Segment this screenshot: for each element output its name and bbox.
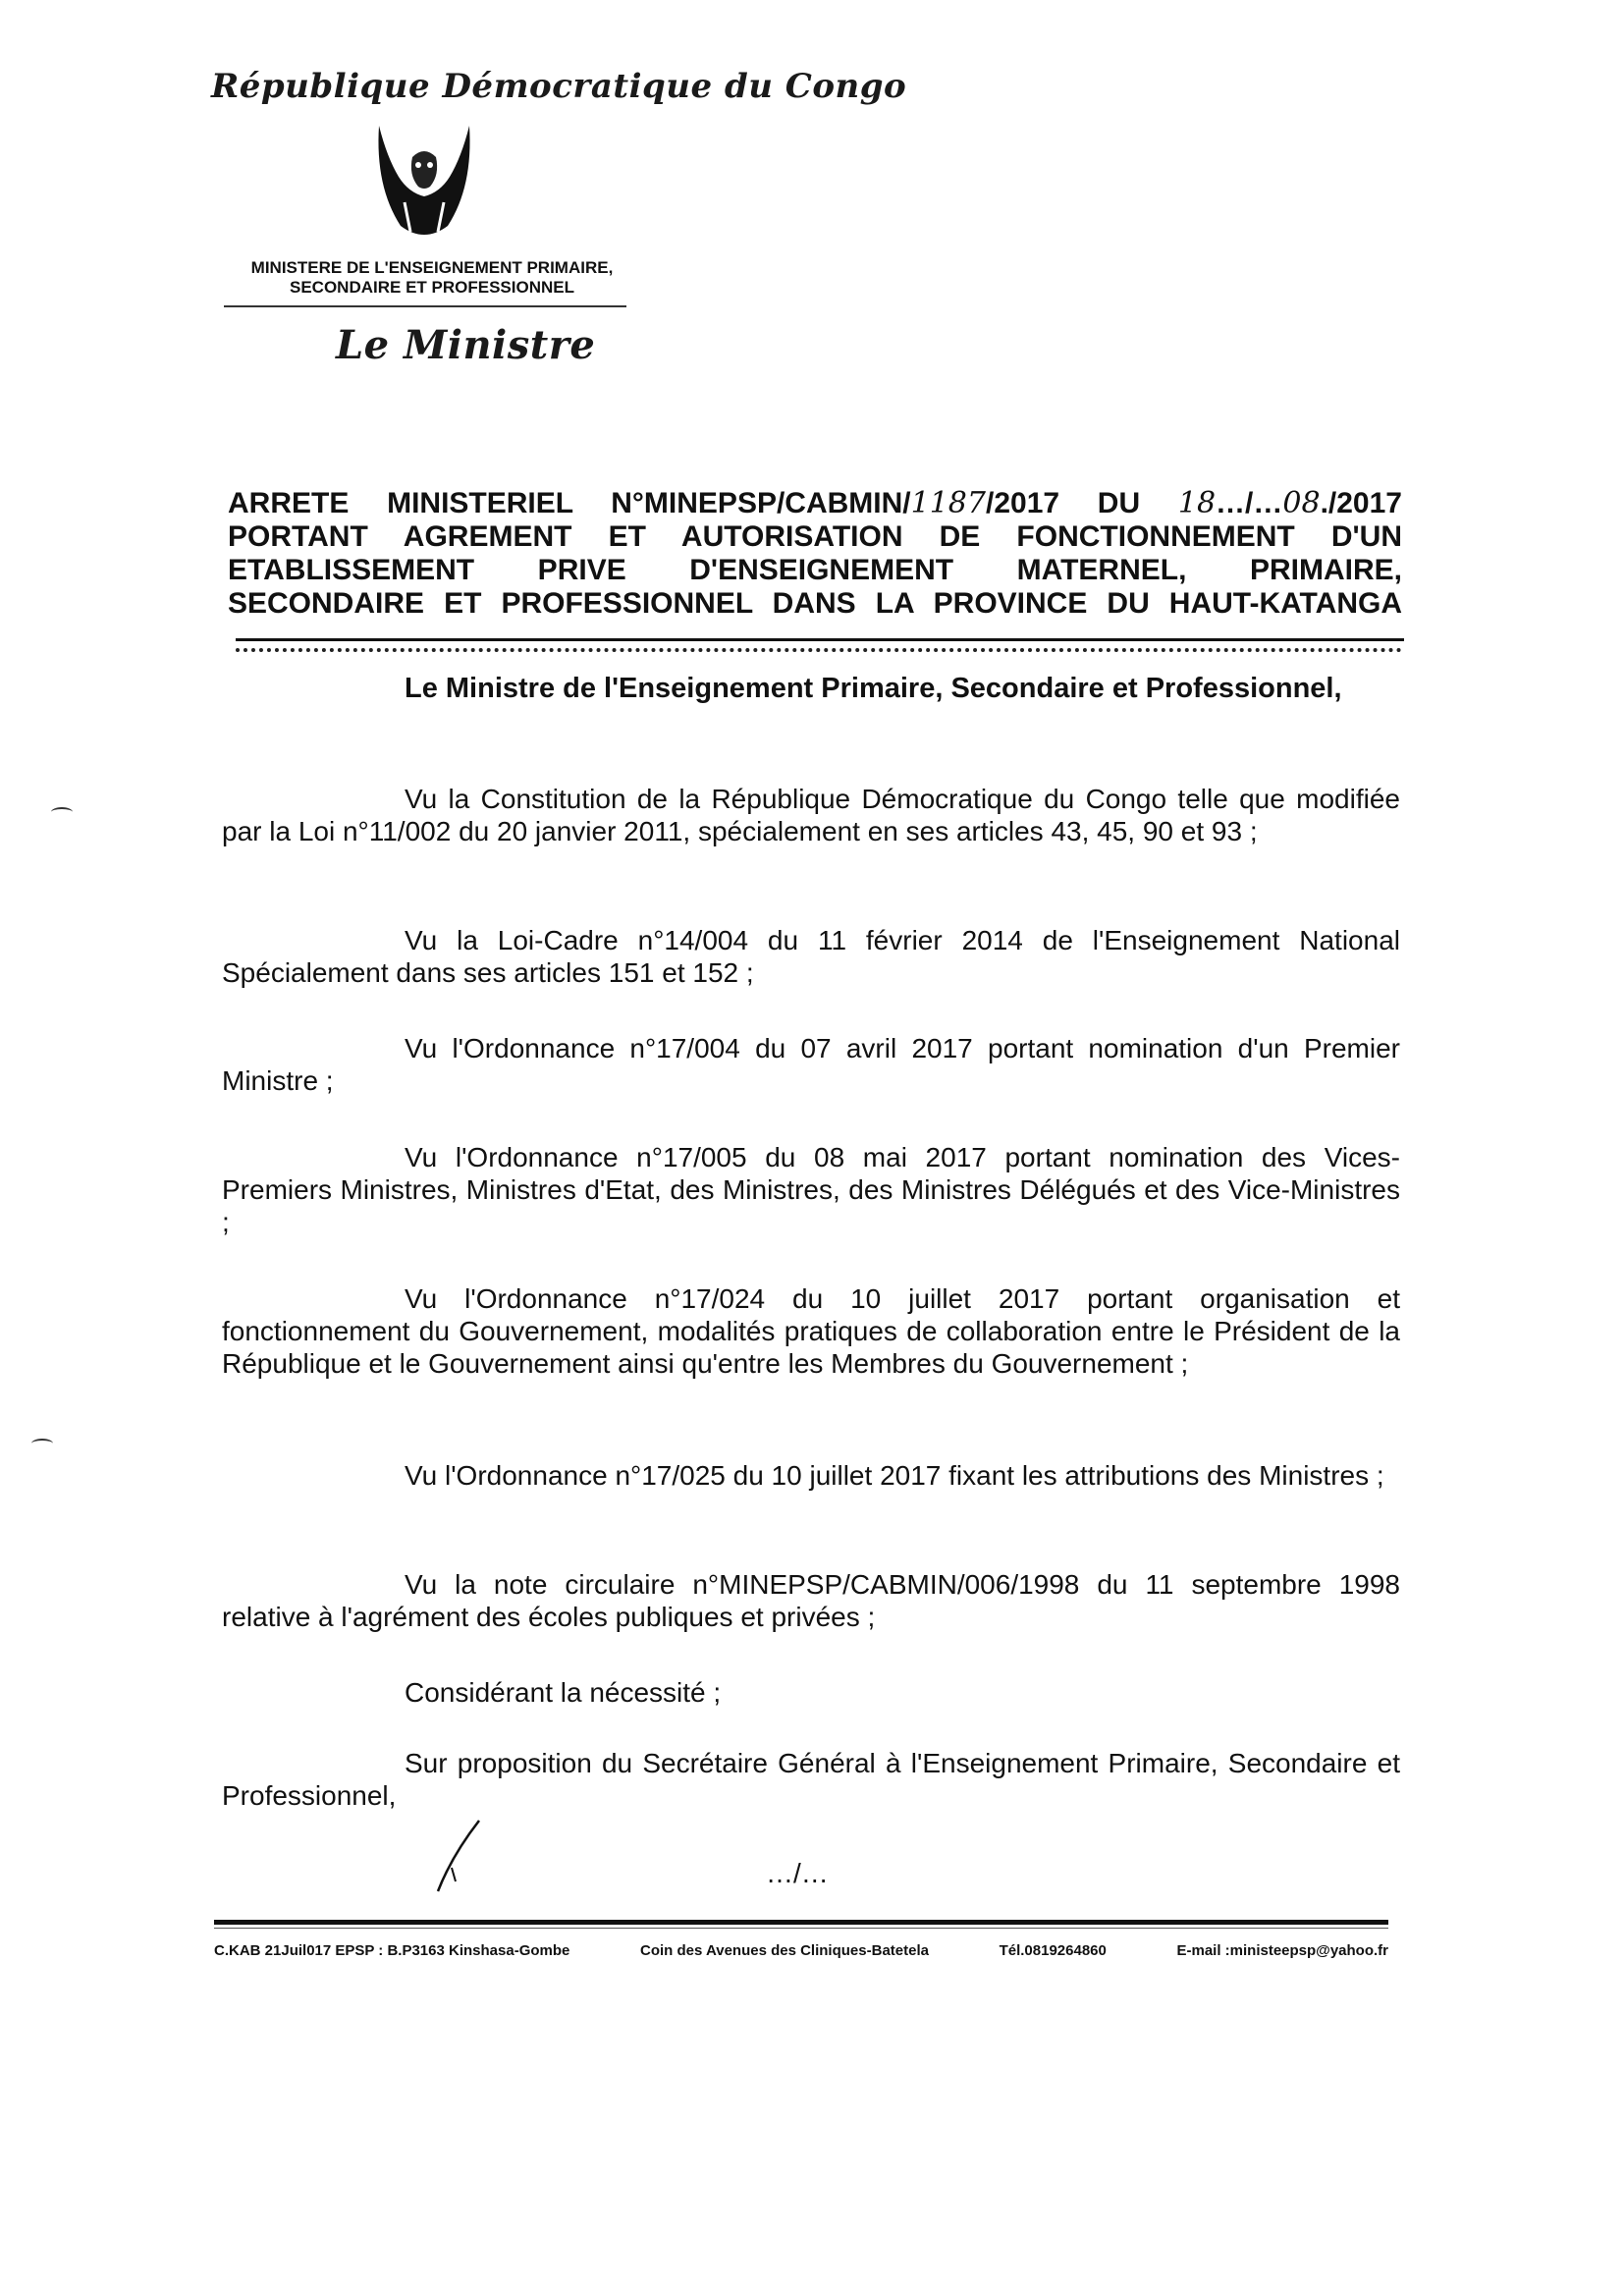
footer-rule <box>214 1920 1388 1925</box>
recital-ordonnance-17-025: Vu l'Ordonnance n°17/025 du 10 juillet 2017 fixant les attributions des Ministres ; <box>405 1460 1384 1491</box>
footer-reference: C.KAB 21Juil017 EPSP : B.P3163 Kinshasa-Gombe <box>214 1942 570 1959</box>
footer <box>214 1942 1388 1959</box>
decree-date-separator: …/… <box>1216 487 1283 519</box>
letterhead-divider <box>224 305 626 307</box>
decree-date-prefix: /2017 DU <box>985 487 1178 519</box>
recital-proposition: Sur proposition du Secrétaire Général à l'Enseignement Primaire, Secondaire et Professionnel, <box>222 1748 1400 1811</box>
title-dotted-rule <box>236 648 1402 652</box>
coat-of-arms-emblem <box>371 118 477 245</box>
recital-loi-cadre: Vu la Loi-Cadre n°14/004 du 11 février 2014 de l'Enseignement National Spécialement dans ses articles 151 et 152 ; <box>222 925 1400 988</box>
recital-considerant: Considérant la nécessité ; <box>405 1677 722 1708</box>
decree-day-handwritten: 18 <box>1177 486 1217 520</box>
recital-ordonnance-17-024: Vu l'Ordonnance n°17/024 du 10 juillet 2017 portant organisation et fonctionnement du Gouvernement, modalités pratiques de collaboration entre le Président de la République et le Gouvernement ainsi qu'entre les Membres du Gouvernement ; <box>222 1283 1400 1379</box>
recital-ordonnance-17-004: Vu l'Ordonnance n°17/004 du 07 avril 2017 portant nomination d'un Premier Ministre ; <box>222 1033 1400 1096</box>
minister-heading: Le Ministre de l'Enseignement Primaire, Secondaire et Professionnel, <box>405 673 1342 704</box>
footer-address: Coin des Avenues des Cliniques-Batetela <box>640 1942 929 1959</box>
page-continuation: …/… <box>766 1858 829 1888</box>
title-underline <box>236 638 1404 641</box>
republic-heading: République Démocratique du Congo <box>211 67 907 106</box>
decree-number-prefix: ARRETE MINISTERIEL N°MINEPSP/CABMIN/ <box>228 487 911 519</box>
decree-number-handwritten: 1187 <box>910 486 986 520</box>
recital-ordonnance-17-005: Vu l'Ordonnance n°17/005 du 08 mai 2017 portant nomination des Vices-Premiers Ministres, Ministres d'Etat, des Ministres, des Ministres Délégués et des Vice-Ministres ; <box>222 1142 1400 1237</box>
initial-signature-mark <box>432 1817 491 1895</box>
footer-email: E-mail :ministeepsp@yahoo.fr <box>1176 1942 1388 1959</box>
decree-title-line2: PORTANT AGREMENT ET AUTORISATION DE FONCTIONNEMENT D'UN <box>228 520 1402 553</box>
recital-constitution: Vu la Constitution de la République Démocratique du Congo telle que modifiée par la Loi n°11/002 du 20 janvier 2011, spécialement en ses articles 43, 45, 90 et 93 ; <box>222 784 1400 846</box>
decree-month-handwritten: 08 <box>1282 486 1321 520</box>
decree-title-line1 <box>228 487 1402 520</box>
margin-mark <box>51 807 73 817</box>
decree-year: ./2017 <box>1320 487 1402 519</box>
footer-rule-thin <box>214 1928 1388 1929</box>
ministry-name-line2: SECONDAIRE ET PROFESSIONNEL <box>290 278 574 297</box>
ministry-name-line1: MINISTERE DE L'ENSEIGNEMENT PRIMAIRE, <box>250 258 614 277</box>
recital-note-circulaire: Vu la note circulaire n°MINEPSP/CABMIN/006/1998 du 11 septembre 1998 relative à l'agrément des écoles publiques et privées ; <box>222 1569 1400 1632</box>
footer-phone: Tél.0819264860 <box>999 1942 1107 1959</box>
decree-title-line4: SECONDAIRE ET PROFESSIONNEL DANS LA PROVINCE DU HAUT-KATANGA <box>228 587 1402 620</box>
office-title: Le Ministre <box>336 322 596 368</box>
margin-mark <box>31 1439 53 1448</box>
decree-title-line3: ETABLISSEMENT PRIVE D'ENSEIGNEMENT MATERNEL, PRIMAIRE, <box>228 554 1402 586</box>
